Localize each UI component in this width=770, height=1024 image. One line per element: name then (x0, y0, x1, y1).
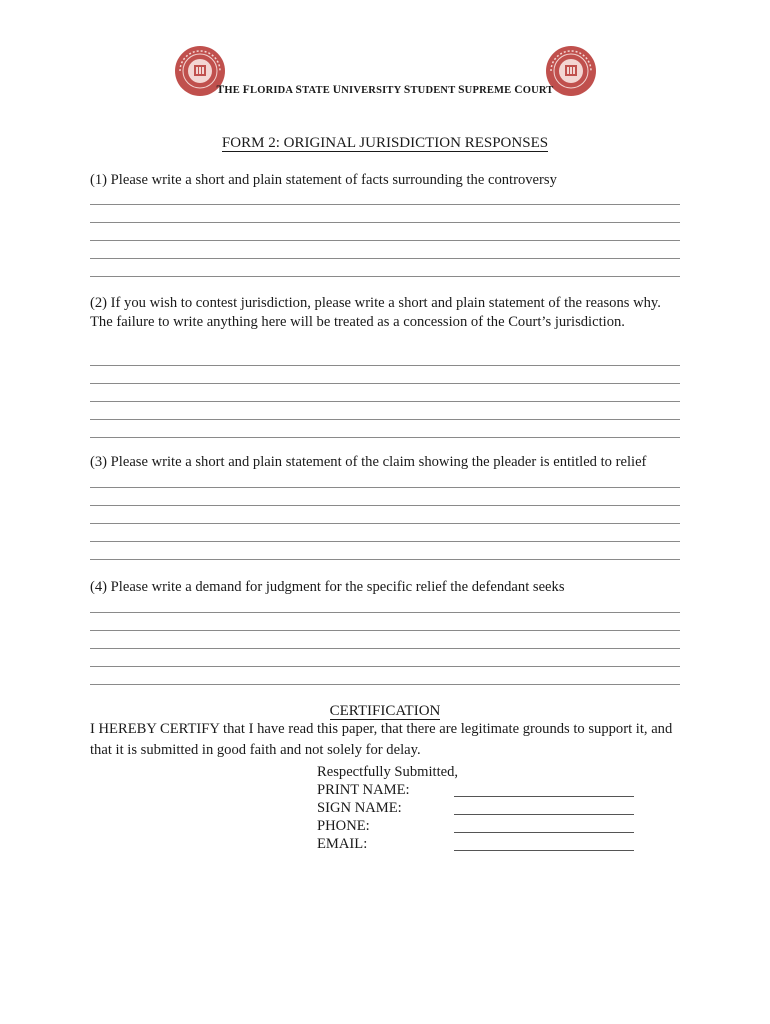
phone-field[interactable] (454, 832, 634, 833)
form-title (0, 135, 770, 152)
answer-line[interactable] (90, 487, 680, 488)
answer-line[interactable] (90, 630, 680, 631)
sign-name-label: SIGN NAME: (317, 800, 402, 816)
email-field[interactable] (454, 850, 634, 851)
form-title-text: FORM 2: ORIGINAL JURISDICTION RESPONSES (221, 135, 549, 151)
answer-line[interactable] (90, 648, 680, 649)
closing-text: Respectfully Submitted, (317, 764, 459, 780)
answer-line[interactable] (90, 401, 680, 402)
print-name-field[interactable] (454, 796, 634, 797)
court-title: THE FLORIDA STATE UNIVERSITY STUDENT SUPREME COURT (216, 84, 554, 96)
sign-name-field[interactable] (454, 814, 634, 815)
answer-line[interactable] (90, 258, 680, 259)
answer-line[interactable] (90, 419, 680, 420)
certification-heading (0, 703, 770, 720)
answer-line[interactable] (90, 437, 680, 438)
answer-line[interactable] (90, 276, 680, 277)
print-name-label: PRINT NAME: (317, 782, 410, 798)
question-4: (4) Please write a demand for judgment for the specific relief the defendant seeks (90, 579, 565, 595)
answer-line[interactable] (90, 383, 680, 384)
answer-line[interactable] (90, 684, 680, 685)
answer-line[interactable] (90, 204, 680, 205)
question-3: (3) Please write a short and plain statement of the claim showing the pleader is entitled to relief (90, 454, 647, 470)
answer-line[interactable] (90, 612, 680, 613)
certification-statement: I HEREBY CERTIFY that I have read this paper, that there are legitimate grounds to support it, and that it is submitted in good faith and not solely for delay. (90, 721, 673, 758)
answer-line[interactable] (90, 240, 680, 241)
answer-line[interactable] (90, 559, 680, 560)
answer-line[interactable] (90, 222, 680, 223)
certification-heading-text: CERTIFICATION (329, 703, 441, 719)
question-1: (1) Please write a short and plain statement of facts surrounding the controversy (90, 172, 557, 188)
answer-line[interactable] (90, 541, 680, 542)
email-label: EMAIL: (317, 836, 368, 852)
phone-label: PHONE: (317, 818, 370, 834)
answer-line[interactable] (90, 523, 680, 524)
signature-block (317, 763, 458, 853)
answer-line[interactable] (90, 666, 680, 667)
answer-line[interactable] (90, 505, 680, 506)
question-2: (2) If you wish to contest jurisdiction, please write a short and plain statement of the reasons why. The failure to write anything here will be treated as a concession of the Court’s jurisdiction. (90, 295, 661, 330)
answer-line[interactable] (90, 365, 680, 366)
